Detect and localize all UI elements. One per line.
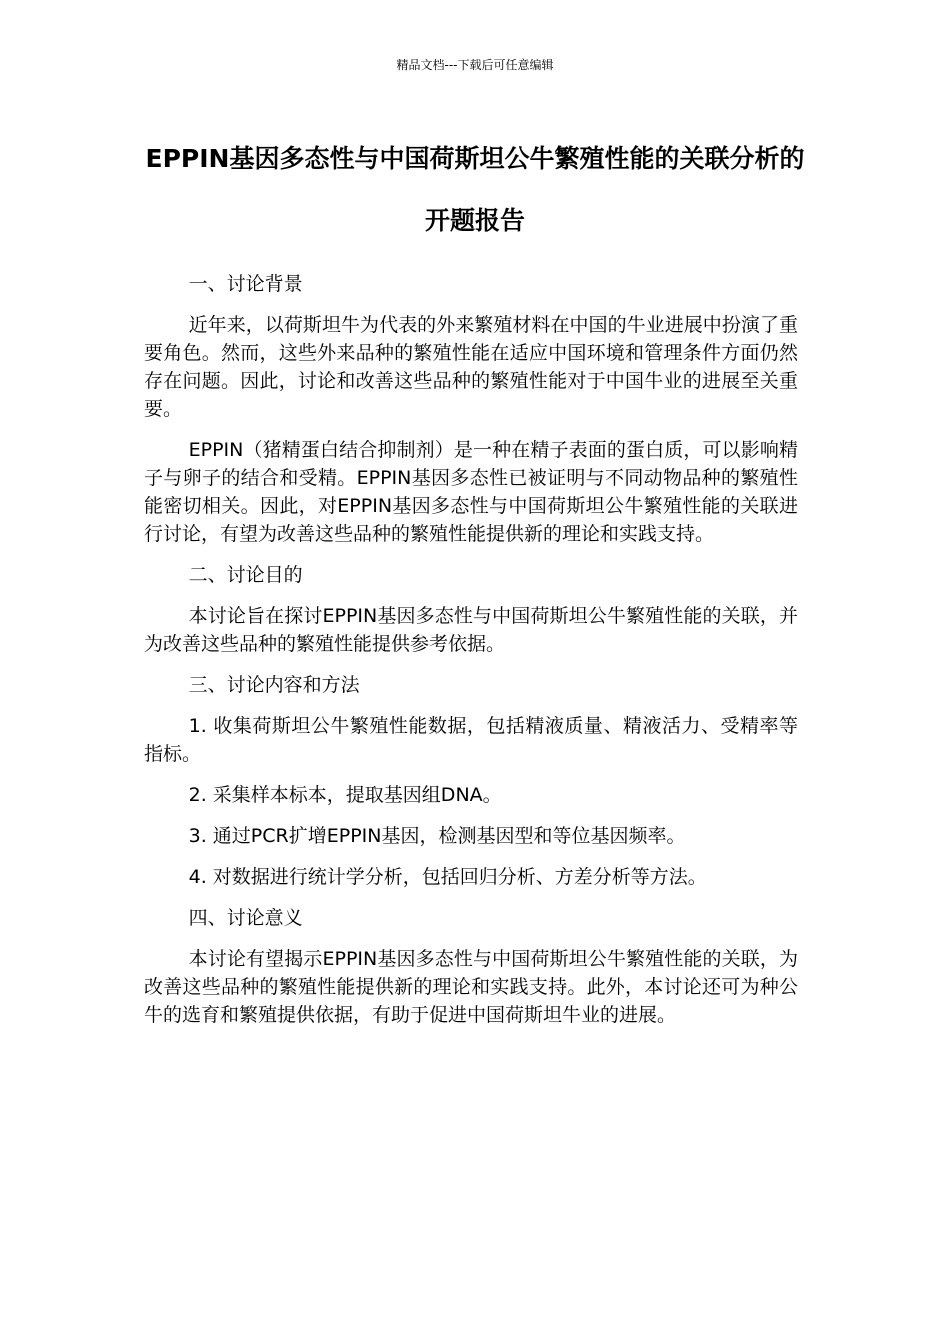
page-header: 精品文档---下载后可任意编辑 (396, 58, 554, 72)
method-item: 2. 采集样本标本，提取基因组DNA。 (188, 784, 502, 806)
document-title: EPPIN基因多态性与中国荷斯坦公牛繁殖性能的关联分析的开题报告 (145, 144, 805, 235)
background-paragraph: 近年来，以荷斯坦牛为代表的外来繁殖材料在中国的牛业进展中扮演了重要角色。然而，这些外来品种的繁殖性能在适应中国环境和管理条件方面仍然存在问题。因此，讨论和改善这些品种的繁殖性能对于中国牛业的进展至关重要。 (144, 314, 798, 420)
section-heading-methods: 三、讨论内容和方法 (188, 674, 360, 696)
method-item: 4. 对数据进行统计学分析，包括回归分析、方差分析等方法。 (188, 866, 707, 888)
document-body (144, 270, 798, 1042)
method-item: 1. 收集荷斯坦公牛繁殖性能数据，包括精液质量、精液活力、受精率等指标。 (144, 715, 798, 765)
section-heading-significance: 四、讨论意义 (188, 907, 303, 929)
section-heading-purpose: 二、讨论目的 (188, 564, 303, 586)
significance-paragraph: 本讨论有望揭示EPPIN基因多态性与中国荷斯坦公牛繁殖性能的关联，为改善这些品种的繁殖性能提供新的理论和实践支持。此外，本讨论还可为种公牛的选育和繁殖提供依据，有助于促进中国荷斯坦牛业的进展。 (144, 948, 798, 1026)
method-item: 3. 通过PCR扩增EPPIN基因，检测基因型和等位基因频率。 (188, 825, 686, 847)
background-paragraph: EPPIN（猪精蛋白结合抑制剂）是一种在精子表面的蛋白质，可以影响精子与卵子的结合和受精。EPPIN基因多态性已被证明与不同动物品种的繁殖性能密切相关。因此，对EPPIN基因多态性与中国荷斯坦公牛繁殖性能的关联进行讨论，有望为改善这些品种的繁殖性能提供新的理论和实践支持。 (144, 439, 798, 545)
section-heading-background: 一、讨论背景 (188, 273, 303, 295)
purpose-paragraph: 本讨论旨在探讨EPPIN基因多态性与中国荷斯坦公牛繁殖性能的关联，并为改善这些品种的繁殖性能提供参考依据。 (144, 605, 798, 655)
